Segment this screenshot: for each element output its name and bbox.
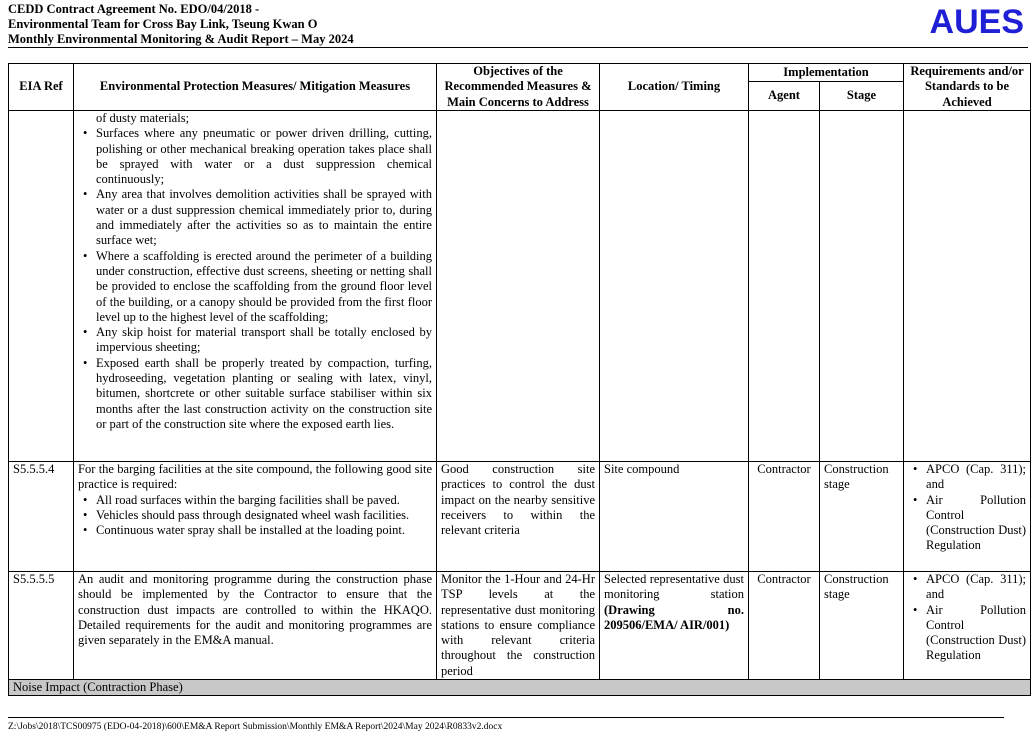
list-item: • Air Pollution Control (Construction Dust) Regulation	[926, 603, 1026, 664]
requirements-list	[908, 462, 1026, 554]
section-title: Noise Impact (Contraction Phase)	[9, 680, 1031, 696]
stage-cell: Construction stage	[820, 462, 904, 572]
header-location: Location/ Timing	[600, 64, 749, 111]
measures-cell	[74, 111, 437, 462]
table-row	[9, 572, 1031, 680]
measures-cell	[74, 462, 437, 572]
measure-bullets	[78, 126, 432, 432]
header-contract-line: CEDD Contract Agreement No. EDO/04/2018 -	[8, 2, 260, 16]
footer-rule	[8, 717, 1004, 718]
list-item: • Vehicles should pass through designated wheel wash facilities.	[96, 508, 432, 523]
header-rule	[8, 47, 1028, 48]
list-item: • Exposed earth shall be properly treated by compaction, turfing, hydroseeding, vegetation planting or sealing with latex, vinyl, bitumen, shortcrete or other suitable surface stabiliser within six months after the last construction activity on the construction site or part of the construction site where the exposed earth lies.	[96, 356, 432, 432]
requirements-cell	[904, 572, 1031, 680]
list-item: • Surfaces where any pneumatic or power driven drilling, cutting, polishing or other mechanical breaking operation takes place shall be sprayed with water or a dust suppression chemical continuously;	[96, 126, 432, 187]
list-item: • Any skip hoist for material transport shall be totally enclosed by impervious sheeting;	[96, 325, 432, 356]
location-text: Selected representative dust monitoring station	[604, 572, 744, 602]
file-path-footer: Z:\Jobs\2018\TCS00975 (EDO-04-2018)\600\EM&A Report Submission\Monthly EM&A Report\2024\May 2024\R0833v2.docx	[8, 722, 503, 732]
agent-cell: Contractor	[749, 572, 820, 680]
measure-intro: For the barging facilities at the site compound, the following good site practice is required:	[78, 462, 432, 492]
measures-cell: An audit and monitoring programme during the construction phase should be implemented by the Contractor to ensure that the construction dust impacts are controlled to within the HKAQO. Detailed requirements for the audit and monitoring programmes are given separately in the EM&A manual.	[74, 572, 437, 680]
list-item: • Any area that involves demolition activities shall be sprayed with water or a dust suppression chemical immediately prior to, during and immediately after the activities so as to maintain the entire surface wet;	[96, 187, 432, 248]
list-item: • Where a scaffolding is erected around the perimeter of a building under construction, effective dust screens, sheeting or netting shall be provided to enclose the scaffolding from the ground floor level of the building, or a canopy should be provided from the first floor level up to the highest level of the scaffolding;	[96, 249, 432, 325]
location-cell	[600, 572, 749, 680]
table-row	[9, 462, 1031, 572]
mitigation-measures-table	[8, 63, 1031, 696]
document-header	[8, 2, 1028, 47]
drawing-reference: (Drawing no. 209506/EMA/ AIR/001)	[604, 602, 744, 632]
header-objectives: Objectives of the Recommended Measures & Main Concerns to Address	[437, 64, 600, 111]
list-item: • APCO (Cap. 311); and	[926, 572, 1026, 603]
header-team-line: Environmental Team for Cross Bay Link, Tseung Kwan O	[8, 17, 318, 31]
header-report-line: Monthly Environmental Monitoring & Audit Report – May 2024	[8, 32, 354, 46]
list-item: • All road surfaces within the barging facilities shall be paved.	[96, 493, 432, 508]
header-eia-ref: EIA Ref	[9, 64, 74, 111]
objective-cell: Monitor the 1-Hour and 24-Hr TSP levels at the representative dust monitoring stations to ensure compliance with relevant criteria throughout the construction period	[437, 572, 600, 680]
header-measures: Environmental Protection Measures/ Mitigation Measures	[74, 64, 437, 111]
location-text: Site compound	[604, 462, 680, 476]
stage-cell: Construction stage	[820, 572, 904, 680]
requirements-list	[908, 572, 1026, 664]
header-requirements: Requirements and/or Standards to be Achieved	[904, 64, 1031, 111]
header-implementation: Implementation	[749, 64, 904, 82]
eia-ref-cell: S5.5.5.5	[9, 572, 74, 680]
measure-bullets	[78, 493, 432, 539]
section-header-row	[9, 680, 1031, 696]
measure-lead: of dusty materials;	[96, 111, 190, 125]
list-item: • APCO (Cap. 311); and	[926, 462, 1026, 493]
table-row	[9, 111, 1031, 462]
header-stage: Stage	[820, 82, 904, 111]
location-cell	[600, 462, 749, 572]
list-item: • Air Pollution Control (Construction Dust) Regulation	[926, 493, 1026, 554]
eia-ref-cell: S5.5.5.4	[9, 462, 74, 572]
list-item: • Continuous water spray shall be installed at the loading point.	[96, 523, 432, 538]
aues-logo: AUES	[929, 3, 1024, 41]
header-agent: Agent	[749, 82, 820, 111]
objective-cell: Good construction site practices to control the dust impact on the nearby sensitive receivers to within the relevant criteria	[437, 462, 600, 572]
agent-cell: Contractor	[749, 462, 820, 572]
requirements-cell	[904, 462, 1031, 572]
